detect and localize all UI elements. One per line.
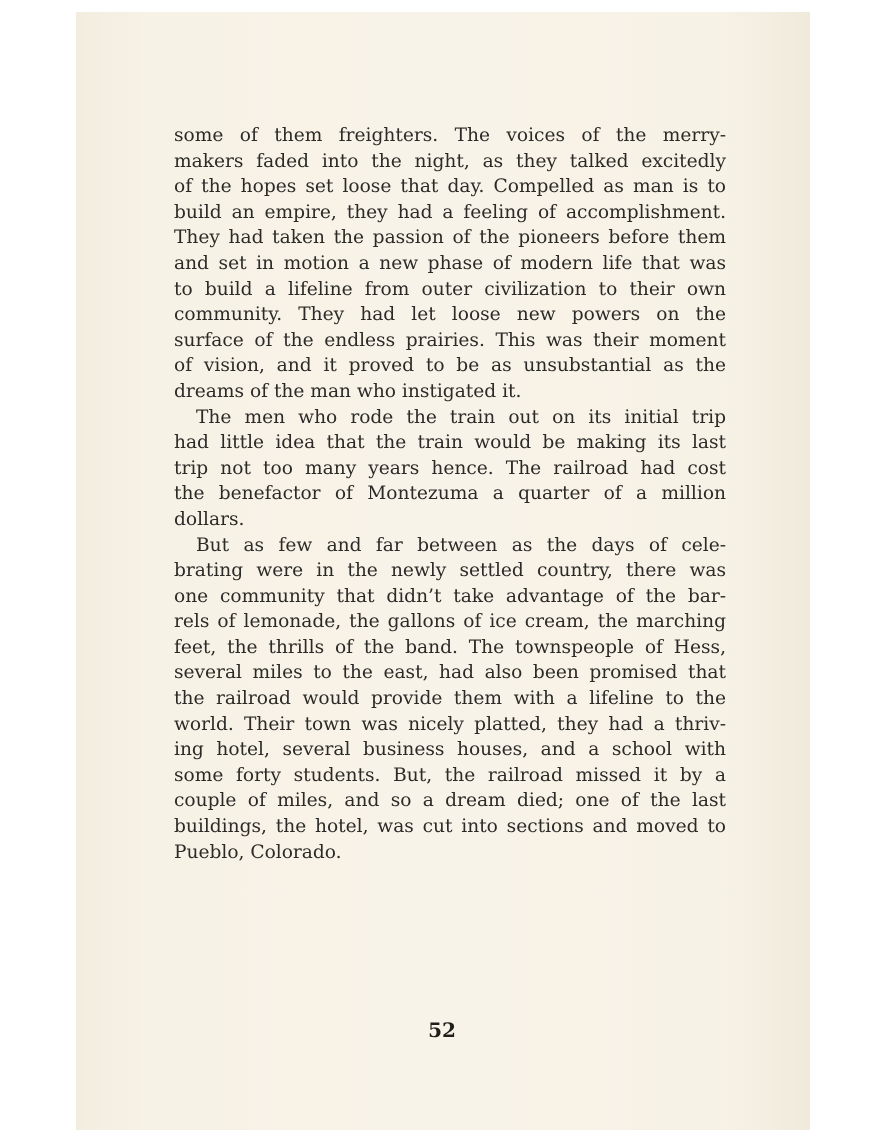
text-line: But as few and far between as the days of cele- (196, 534, 726, 556)
text-line: to build a lifeline from outer civilization to their own (174, 278, 726, 300)
text-line: community. They had let loose new powers on the (174, 304, 726, 326)
text-line: of the hopes set loose that day. Compelled as man is to (174, 176, 726, 198)
page-number: 52 (428, 1018, 456, 1042)
text-line: The men who rode the train out on its initial trip (196, 406, 726, 428)
text-line: several miles to the east, had also been promised that (174, 662, 726, 684)
paragraph-3 (174, 533, 726, 866)
body-text (174, 123, 726, 865)
text-line: They had taken the passion of the pioneers before them (174, 227, 726, 249)
text-line: world. Their town was nicely platted, they had a thriv- (174, 713, 726, 735)
text-line: trip not too many years hence. The railroad had cost (174, 457, 726, 479)
text-line: makers faded into the night, as they talked excitedly (174, 150, 726, 172)
paragraph-1 (174, 123, 726, 405)
text-line: feet, the thrills of the band. The townspeople of Hess, (174, 636, 726, 658)
text-line: dollars. (174, 508, 245, 530)
text-line: had little idea that the train would be making its last (174, 432, 726, 454)
text-line: build an empire, they had a feeling of accomplishment. (174, 201, 726, 223)
text-line: Pueblo, Colorado. (174, 841, 342, 863)
paragraph-2 (174, 405, 726, 533)
text-line: the railroad would provide them with a lifeline to the (174, 688, 726, 710)
text-line: and set in motion a new phase of modern life that was (174, 252, 726, 274)
text-line: some of them freighters. The voices of the merry- (174, 125, 726, 146)
text-line: of vision, and it proved to be as unsubstantial as the (174, 355, 726, 377)
text-line: dreams of the man who instigated it. (174, 380, 522, 402)
text-line: couple of miles, and so a dream died; one of the last (174, 790, 726, 812)
text-line: rels of lemonade, the gallons of ice cream, the marching (174, 611, 726, 633)
text-line: buildings, the hotel, was cut into sections and moved to (174, 816, 726, 838)
text-line: the benefactor of Montezuma a quarter of a million (174, 483, 726, 505)
text-line: one community that didn’t take advantage of the bar- (174, 585, 726, 607)
text-line: brating were in the newly settled country, there was (174, 560, 726, 582)
text-line: some forty students. But, the railroad missed it by a (174, 764, 726, 786)
text-line: ing hotel, several business houses, and a school with (174, 739, 726, 761)
text-line: surface of the endless prairies. This was their moment (174, 329, 726, 351)
